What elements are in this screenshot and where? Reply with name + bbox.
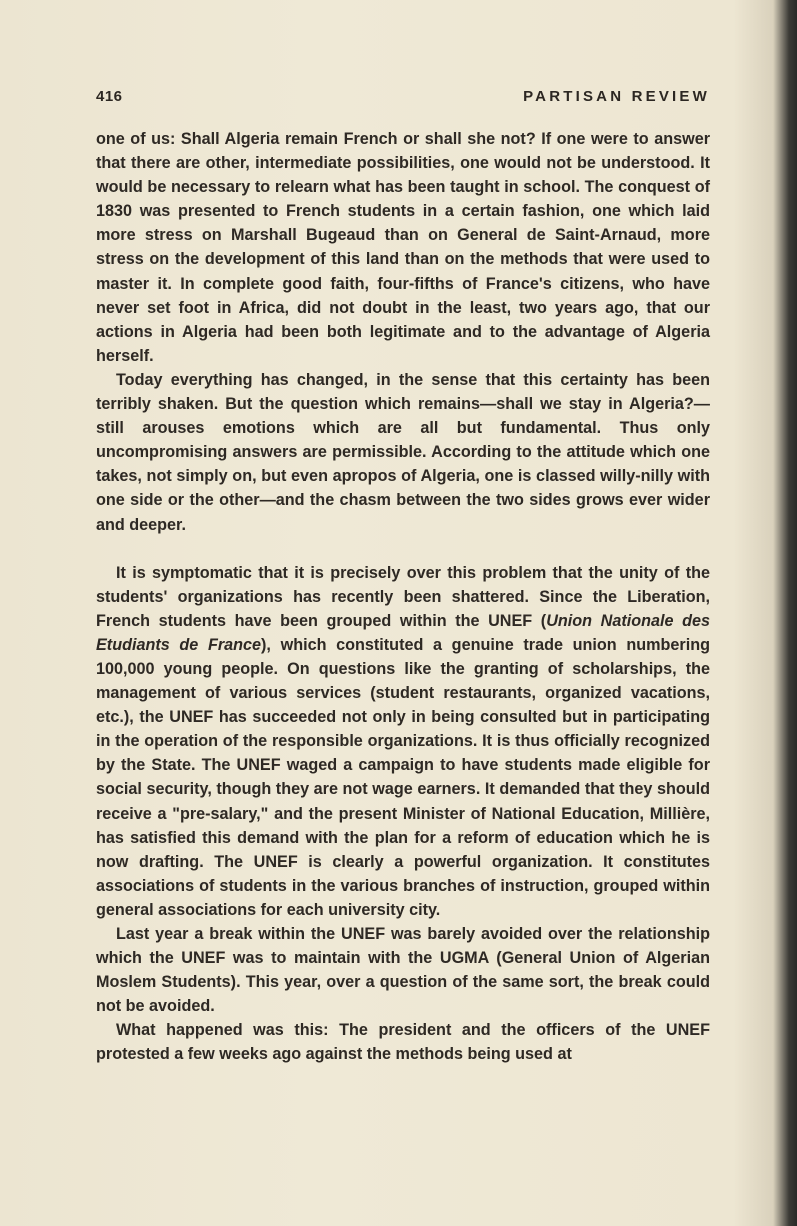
paragraph-text: It is symptomatic that it is precisely over this problem that the unity of the students' organizations has recently been shattered. Since the Liberation, French students have been grouped within the UNEF ( [96, 563, 710, 630]
paragraph [96, 561, 710, 922]
paragraph: Last year a break within the UNEF was barely avoided over the relationship which the UNEF was to maintain with the UGMA (General Union of Algerian Moslem Students). This year, over a question of the same sort, the break could not be avoided. [96, 925, 710, 1016]
paragraph-text: ), which constituted a genuine trade union numbering 100,000 young people. On questions like the granting of scholarships, the management of various services (student restaurants, organized vacations, etc.), the UNEF has succeeded not only in being consulted but in participating in the operation of the responsible organizations. It is thus officially recognized by the State. The UNEF waged a campaign to have students made eligible for social security, though they are not wage earners. It demanded that they should receive a "pre-salary," and the present Minister of National Education, Millière, has satisfied this demand with the plan for a reform of education which he is now drafting. The UNEF is clearly a powerful organization. It constitutes associations of students in the various branches of instruction, grouped within general associations for each university city. [96, 635, 710, 919]
body-text [96, 127, 710, 1067]
organization-name-italic: Union Nationale des Etudiants de France [96, 611, 711, 654]
page-number: 416 [96, 88, 123, 105]
running-title: PARTISAN REVIEW [523, 88, 710, 105]
paragraph: one of us: Shall Algeria remain French or shall she not? If one were to answer that there are other, intermediate possibilities, one would not be understood. It would be necessary to relearn what has been taught in school. The conquest of 1830 was presented to French students in a certain fashion, one which laid more stress on Marshall Bugeaud than on General de Saint-Arnaud, more stress on the development of this land than on the methods that were used to master it. In complete good faith, four-fifths of France's citizens, who have never set foot in Africa, did not doubt in the least, two years ago, that our actions in Algeria had been both legitimate and to the advantage of Algeria herself. [96, 130, 710, 365]
paragraph: What happened was this: The president and the officers of the UNEF protested a few weeks ago against the methods being used at [96, 1021, 710, 1064]
paragraph: Today everything has changed, in the sense that this certainty has been terribly shaken. But the question which remains—shall we stay in Algeria?—still arouses emotions which are all but fundamental. Thus only uncompromising answers are permissible. According to the attitude which one takes, not simply on, but even apropos of Algeria, one is classed willy-nilly with one side or the other—and the chasm between the two sides grows ever wider and deeper. [96, 370, 710, 534]
page-header [96, 88, 710, 112]
